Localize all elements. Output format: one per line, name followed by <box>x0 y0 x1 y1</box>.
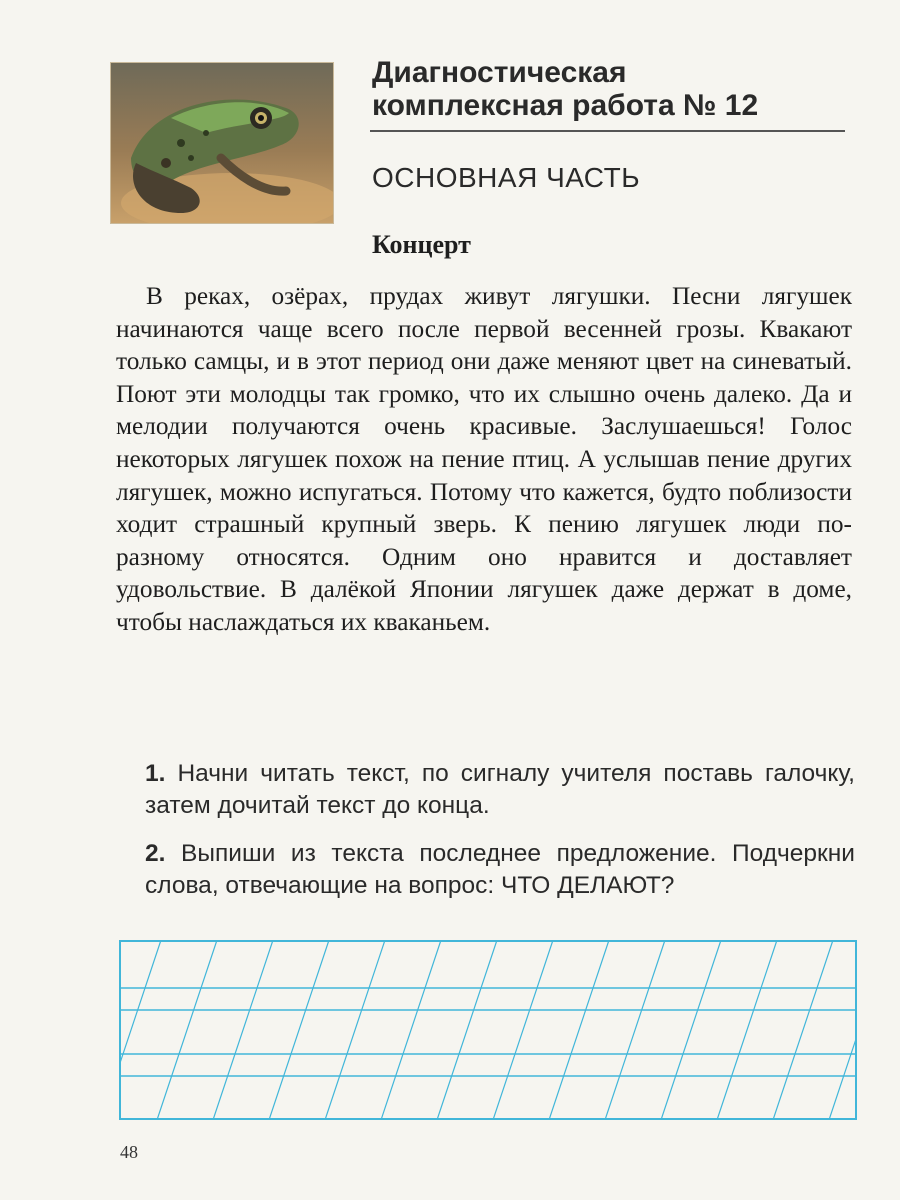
slant-line <box>605 940 665 1120</box>
slant-line <box>773 940 833 1120</box>
task-1 <box>145 758 855 822</box>
slant-line <box>661 940 721 1120</box>
slant-line <box>213 940 273 1120</box>
text-title: Концерт <box>372 230 471 259</box>
slant-line <box>829 940 857 1120</box>
slant-line <box>493 940 553 1120</box>
slant-line <box>157 940 217 1120</box>
slant-line <box>119 940 161 1120</box>
slant-line <box>325 940 385 1120</box>
frog-photo <box>110 62 334 224</box>
slant-lines <box>119 940 857 1120</box>
task-1-number: 1. <box>145 760 166 787</box>
slant-line <box>269 940 329 1120</box>
story-text: В реках, озёрах, прудах живут лягушки. Песни лягушек начинаются чаще всего после первой весенней грозы. Квакают только самцы, и в этот период они даже меняют цвет на синеватый. Поют эти молодцы так громко, что их слышно очень далеко. Да и мелодии получаются очень красивые. Заслушаешься! Голос некоторых лягушек похож на пение птиц. А услышав пение других лягушек, можно испугаться. Потому что кажется, будто поблизости ходит страшный крупный зверь. К пению лягушек люди по-разному относятся. Одним оно нравится и доставляет удовольствие. В далёкой Японии лягушек даже держат в доме, чтобы наслаждаться их кваканьем. <box>116 282 852 636</box>
frog-icon <box>111 63 333 223</box>
task-1-text: Начни читать текст, по сигналу учителя поставь галочку, затем дочитай текст до конца. <box>145 760 855 819</box>
task-2-text: Выпиши из текста последнее предложение. Подчеркни слова, отвечающие на вопрос: ЧТО ДЕЛАЮТ? <box>145 840 855 899</box>
title-line-2: комплексная работа № 12 <box>372 89 759 122</box>
section-heading: ОСНОВНАЯ ЧАСТЬ <box>372 162 641 193</box>
task-2 <box>145 838 855 902</box>
title-divider <box>370 130 845 132</box>
slant-line <box>437 940 497 1120</box>
slant-line <box>381 940 441 1120</box>
page-title <box>372 56 847 122</box>
writing-lines <box>119 940 857 1120</box>
slant-line <box>549 940 609 1120</box>
title-line-1: Диагностическая <box>372 56 627 89</box>
task-2-number: 2. <box>145 840 166 867</box>
slant-line <box>717 940 777 1120</box>
page-number: 48 <box>120 1142 138 1162</box>
answer-writing-grid[interactable] <box>119 940 857 1120</box>
